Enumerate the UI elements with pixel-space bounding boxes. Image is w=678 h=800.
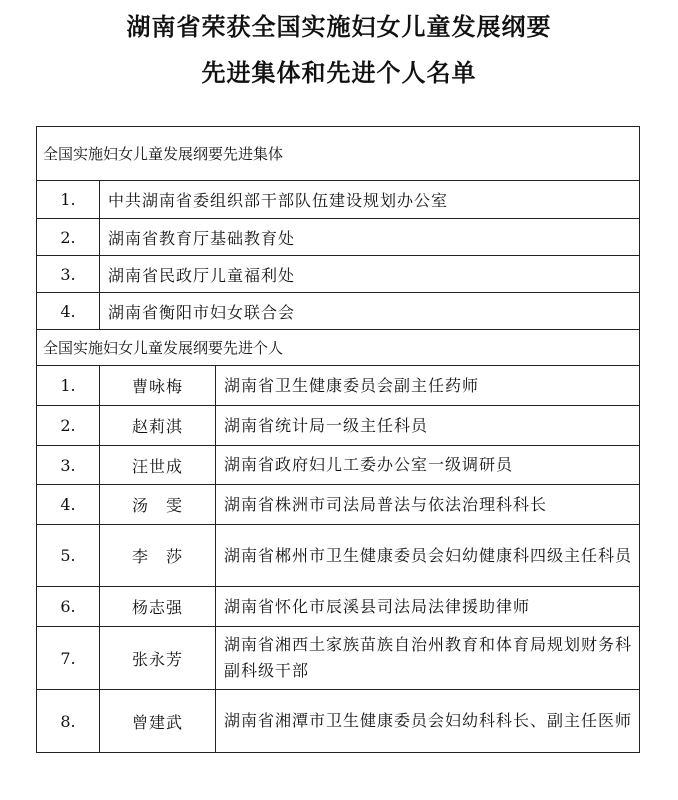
page-title-line-1: 湖南省荣获全国实施妇女儿童发展纲要 bbox=[126, 13, 552, 41]
person-position: 湖南省湘西土家族苗族自治州教育和体育局规划财务科副科级干部 bbox=[216, 627, 640, 690]
table-row bbox=[37, 446, 640, 485]
table-row bbox=[37, 485, 640, 525]
person-position: 湖南省政府妇儿工委办公室一级调研员 bbox=[216, 446, 640, 485]
section-header-row bbox=[37, 127, 640, 181]
row-number: 8. bbox=[37, 690, 100, 753]
row-number: 2. bbox=[37, 219, 100, 256]
row-number: 4. bbox=[37, 293, 100, 330]
person-position: 湖南省湘潭市卫生健康委员会妇幼科科长、副主任医师 bbox=[216, 690, 640, 753]
person-position: 湖南省统计局一级主任科员 bbox=[216, 406, 640, 446]
collective-name: 湖南省民政厅儿童福利处 bbox=[100, 256, 640, 293]
table-row bbox=[37, 219, 640, 256]
section-header-row bbox=[37, 330, 640, 366]
row-number: 6. bbox=[37, 587, 100, 627]
table-row bbox=[37, 587, 640, 627]
person-position: 湖南省郴州市卫生健康委员会妇幼健康科四级主任科员 bbox=[216, 525, 640, 587]
row-number: 1. bbox=[37, 366, 100, 406]
row-number: 7. bbox=[37, 627, 100, 690]
person-position: 湖南省株洲市司法局普法与依法治理科科长 bbox=[216, 485, 640, 525]
collective-name: 中共湖南省委组织部干部队伍建设规划办公室 bbox=[100, 181, 640, 219]
collective-heading: 全国实施妇女儿童发展纲要先进集体 bbox=[37, 127, 640, 181]
person-name: 杨志强 bbox=[100, 587, 216, 627]
table-row bbox=[37, 181, 640, 219]
person-name: 汤 雯 bbox=[100, 485, 216, 525]
table-row bbox=[37, 256, 640, 293]
table-row bbox=[37, 525, 640, 587]
table-row bbox=[37, 627, 640, 690]
row-number: 1. bbox=[37, 181, 100, 219]
person-name: 曹咏梅 bbox=[100, 366, 216, 406]
individual-heading: 全国实施妇女儿童发展纲要先进个人 bbox=[37, 330, 640, 366]
page-title-line-2: 先进集体和先进个人名单 bbox=[201, 59, 477, 87]
table-row bbox=[37, 406, 640, 446]
row-number: 3. bbox=[37, 256, 100, 293]
person-name: 李 莎 bbox=[100, 525, 216, 587]
collective-name: 湖南省衡阳市妇女联合会 bbox=[100, 293, 640, 330]
row-number: 3. bbox=[37, 446, 100, 485]
person-position: 湖南省卫生健康委员会副主任药师 bbox=[216, 366, 640, 406]
collective-name: 湖南省教育厅基础教育处 bbox=[100, 219, 640, 256]
person-position: 湖南省怀化市辰溪县司法局法律援助律师 bbox=[216, 587, 640, 627]
row-number: 2. bbox=[37, 406, 100, 446]
honor-list-table bbox=[36, 126, 640, 753]
person-name: 张永芳 bbox=[100, 627, 216, 690]
row-number: 5. bbox=[37, 525, 100, 587]
table-row bbox=[37, 690, 640, 753]
person-name: 赵莉淇 bbox=[100, 406, 216, 446]
person-name: 曾建武 bbox=[100, 690, 216, 753]
table-row bbox=[37, 293, 640, 330]
table-row bbox=[37, 366, 640, 406]
row-number: 4. bbox=[37, 485, 100, 525]
person-name: 汪世成 bbox=[100, 446, 216, 485]
